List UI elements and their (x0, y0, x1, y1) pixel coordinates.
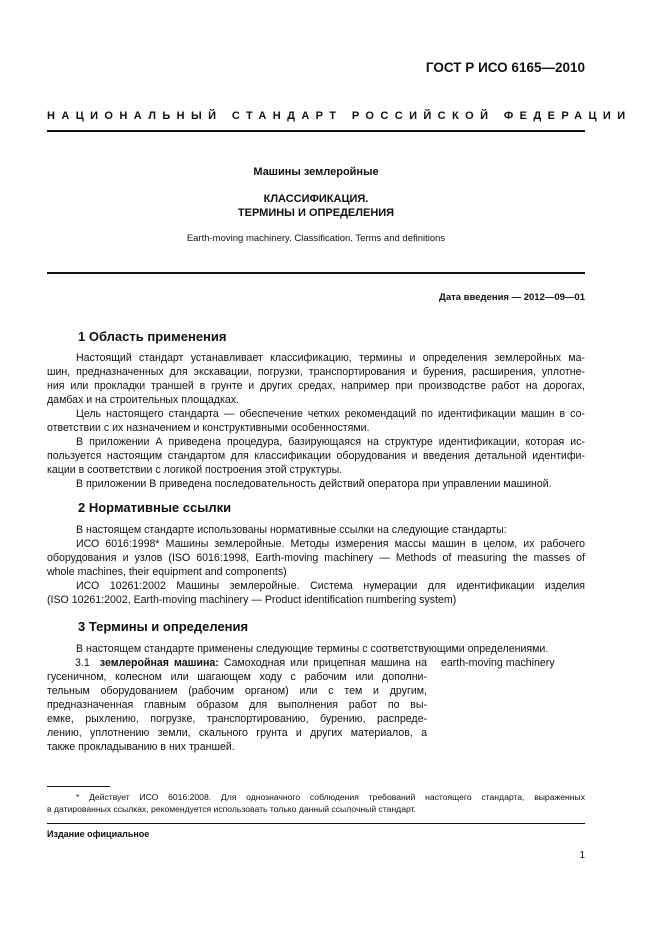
section-1-heading: 1 Область применения (78, 329, 227, 344)
term-line: гусеничном, колесном или шагающем ходу с рабочим или дополни- (47, 671, 427, 683)
introduction-date: Дата введения — 2012—09—01 (439, 292, 585, 303)
english-title: Earth-moving machinery. Classification. Terms and definitions (186, 233, 446, 244)
title-line-1: КЛАССИФИКАЦИЯ. (263, 193, 369, 205)
paragraph-line: ИСО 10261:2002 Машины землеройные. Система нумерации для идентификации изделия (76, 580, 585, 592)
paragraph-line: дамбах и на строительных площадках. (47, 394, 239, 406)
section-3-intro (47, 642, 585, 656)
term-line: лению, уплотнению земли, скального грунта и других материалов, а (47, 727, 427, 739)
term-line: предназначенная главным образом для выполнения работ по вы- (47, 699, 427, 711)
term-english-equivalent: earth-moving machinery (441, 657, 555, 669)
paragraph-line: В настоящем стандарте применены следующие термины с соответствующими определениями. (76, 643, 549, 655)
edition-label: Издание официальное (47, 829, 150, 839)
standard-subject: Машины землеройные (253, 166, 379, 178)
term-number: 3.1 (75, 657, 90, 669)
paragraph-line: (ISO 10261:2002, Earth-moving machinery — Product identification numbering system) (47, 594, 457, 606)
term-line: также прокладыванию в них траншей. (47, 741, 235, 753)
paragraph-line: В приложении А приведена процедура, базирующаяся на структуре идентификации, которая ис- (76, 436, 585, 448)
footnote-line: * Действует ИСО 6016:2008. Для однозначного соблюдения требований настоящего стандарта, выраженных (76, 792, 585, 802)
paragraph-line: кации в соответствии с логикой построения этой структуры. (47, 464, 343, 476)
standard-title (47, 192, 585, 220)
paragraph-line: шин, предназначенных для экскавации, погрузки, транспортирования и бурения, расширения, уплотне- (47, 366, 585, 378)
section-2-heading: 2 Нормативные ссылки (78, 500, 232, 515)
paragraph-line: пользуется настоящим стандартом для классификации оборудования и введения детальной идентифи- (47, 450, 585, 462)
section-2-body (47, 523, 585, 607)
section-3-heading: 3 Термины и определения (78, 619, 249, 634)
title-line-2: ТЕРМИНЫ И ОПРЕДЕЛЕНИЯ (237, 207, 395, 219)
term-first-line (75, 656, 427, 670)
term-line: тельным оборудованием (рабочим органом) или с тем и другим, (47, 685, 427, 697)
title-divider (47, 272, 585, 274)
paragraph-line: ИСО 6016:1998* Машины землеройные. Методы измерения массы машин в целом, их рабочего (76, 538, 585, 550)
term-line: емке, рыхлению, погрузке, транспортированию, бурению, распреде- (47, 713, 427, 725)
footnote-line: в датированных ссылках, рекомендуется использовать только данный ссылочный стандарт. (47, 804, 416, 814)
paragraph-line: ния или прокладки траншей в грунте и других средах, например при производстве работ на дорогах, (47, 380, 585, 392)
document-code: ГОСТ Р ИСО 6165—2010 (425, 60, 585, 75)
term-name: землеройная машина: (99, 657, 219, 669)
paragraph-line: В приложении В приведена последовательность действий оператора при управлении машиной. (76, 478, 552, 490)
footnote (47, 791, 585, 815)
term-definition (47, 656, 427, 754)
paragraph-line: В настоящем стандарте использованы нормативные ссылки на следующие стандарты: (76, 524, 507, 536)
section-1-body (47, 351, 585, 491)
footer-divider (47, 823, 585, 824)
paragraph-line: Настоящий стандарт устанавливает классификацию, термины и определения землеройных ма- (76, 352, 585, 364)
term-definition-start: Самоходная или прицепная машина на (223, 657, 427, 669)
paragraph-line: whole machines, their equipment and components) (47, 566, 287, 578)
page-number: 1 (579, 850, 585, 861)
paragraph-line: ответствии с их назначением и конструктивными особенностями. (47, 422, 370, 434)
footnote-divider (47, 786, 110, 787)
national-standard-banner: НАЦИОНАЛЬНЫЙ СТАНДАРТ РОССИЙСКОЙ ФЕДЕРАЦИИ (47, 110, 632, 122)
paragraph-line: Цель настоящего стандарта — обеспечение четких рекомендаций по идентификации машин в со- (76, 408, 585, 420)
top-divider (47, 130, 585, 132)
paragraph-line: оборудования и узлов (ISO 6016:1998, Earth-moving machinery — Methods of measuring the masses of (47, 552, 585, 564)
